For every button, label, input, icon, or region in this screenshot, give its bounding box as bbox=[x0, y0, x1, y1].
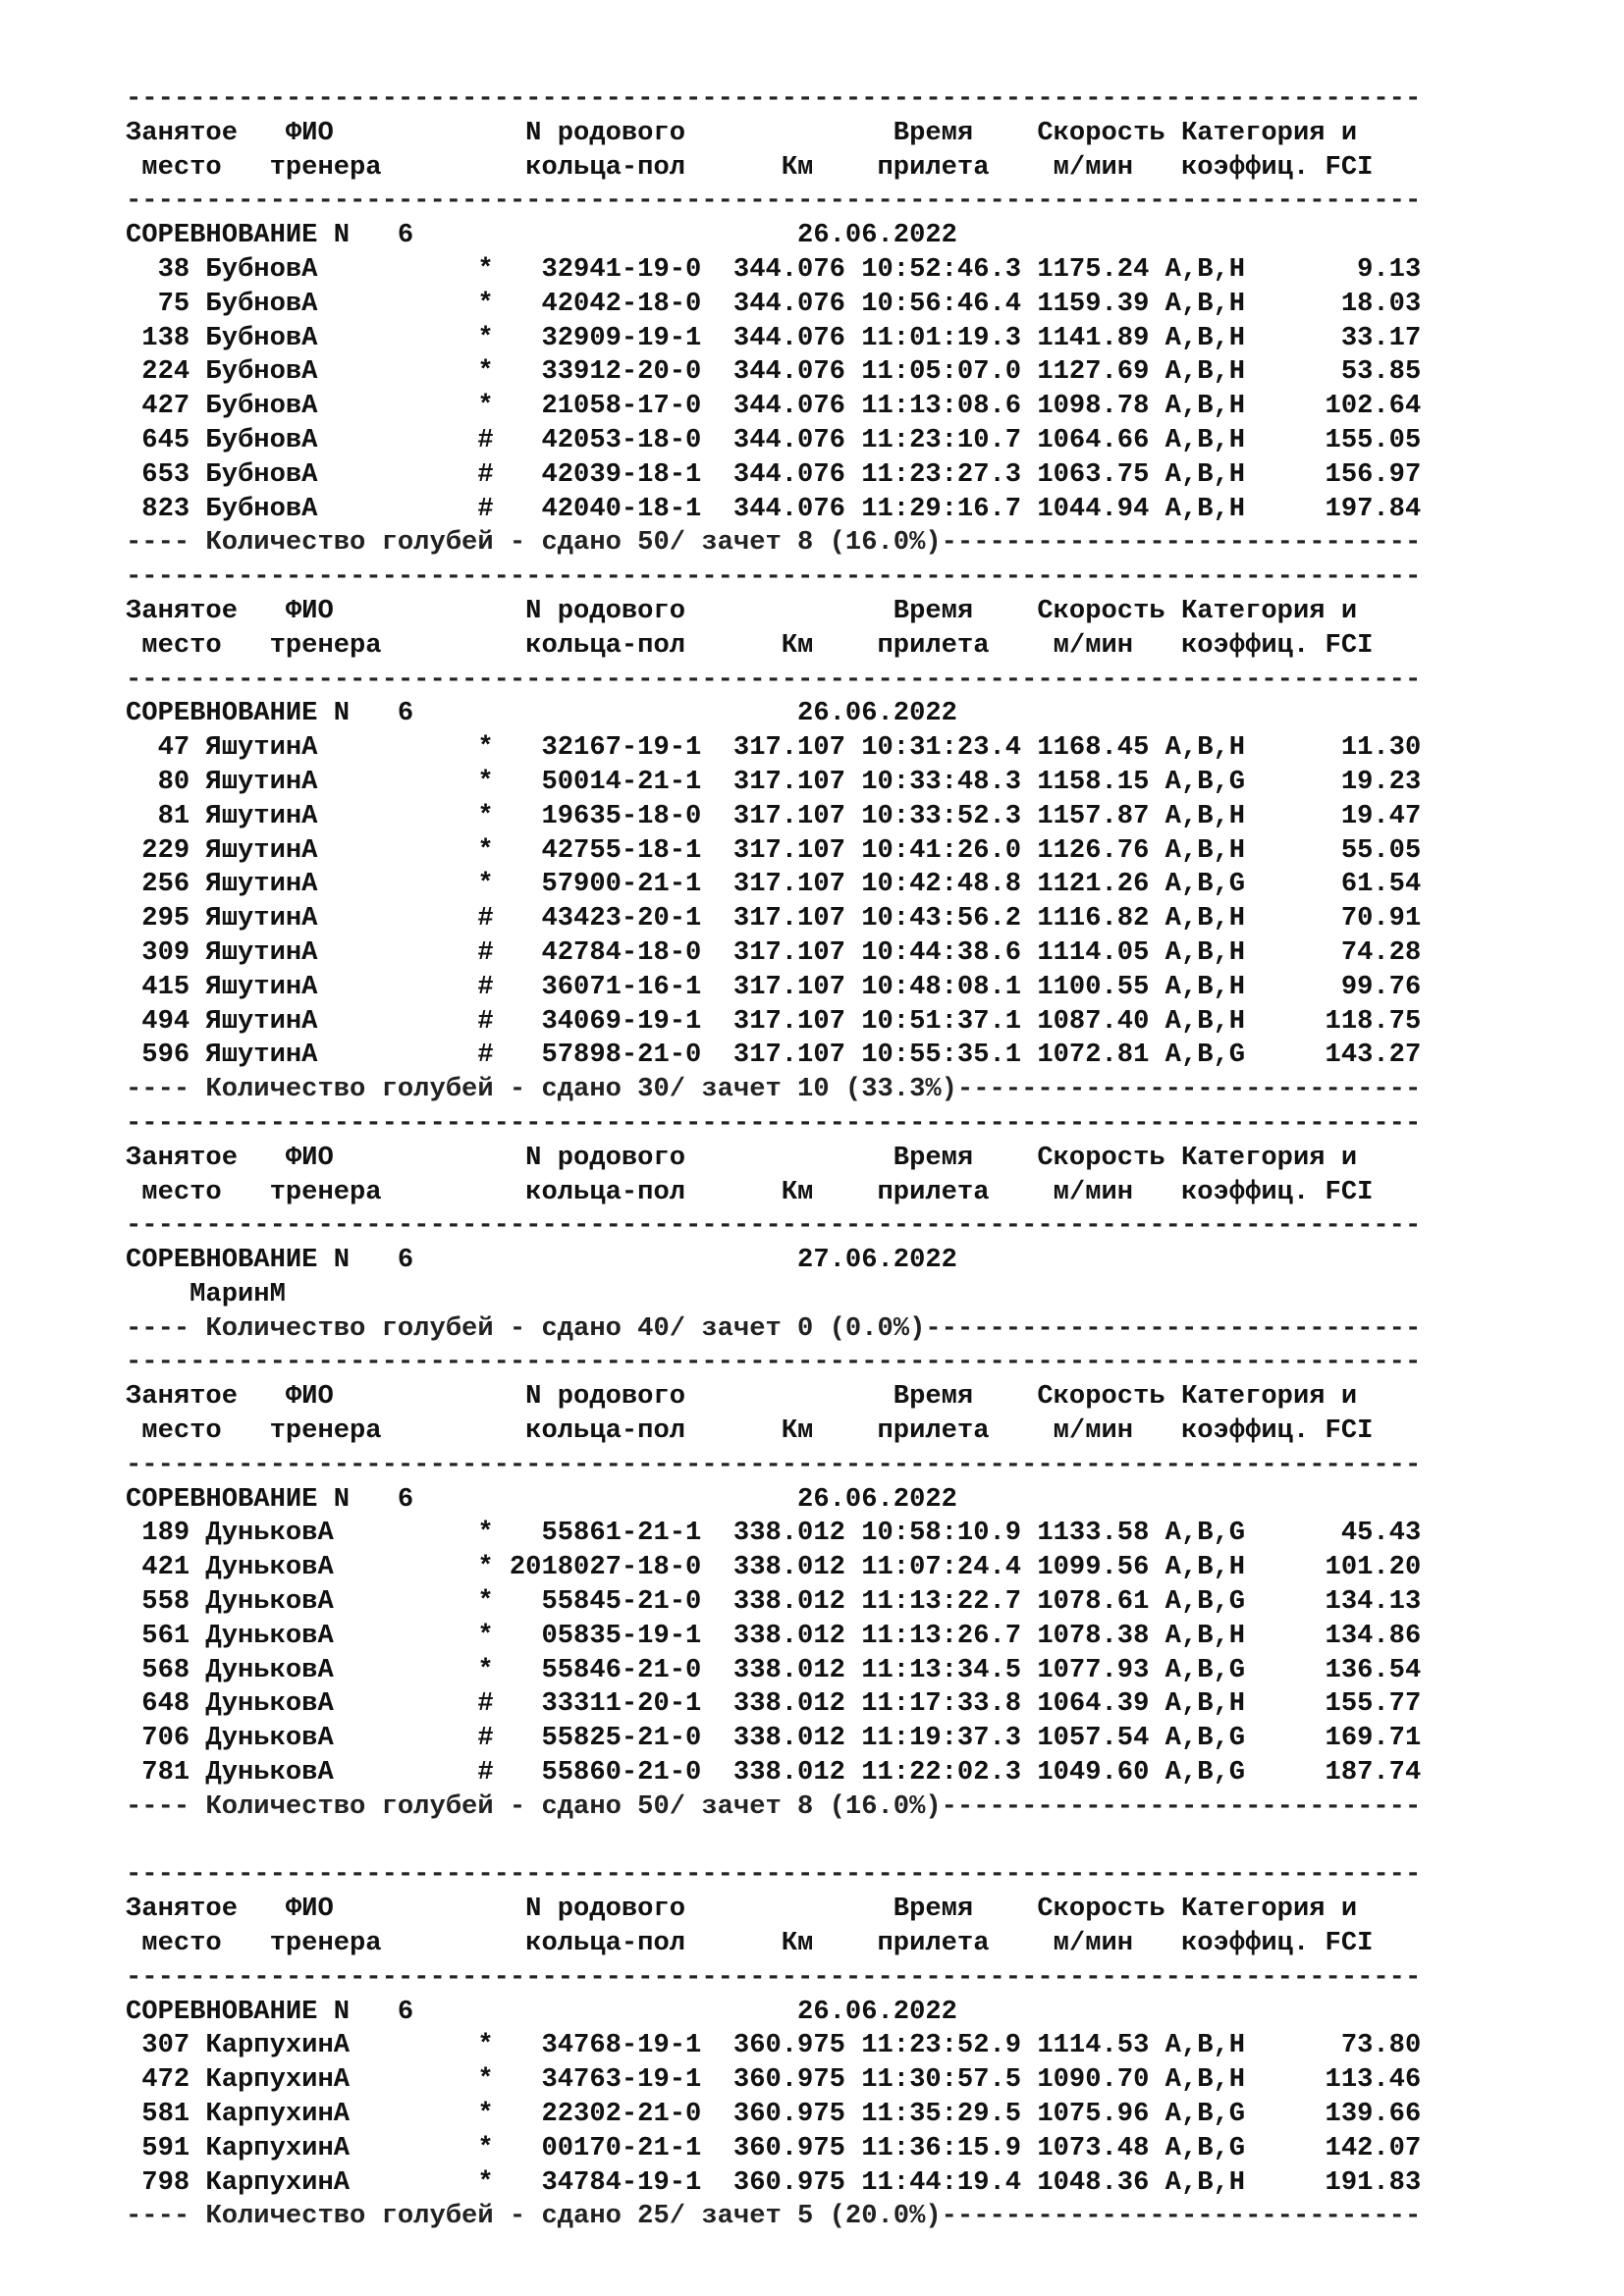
result-row: 229 ЯшутинА * 42755-18-1 317.107 10:41:26.0 1126.76 A,B,H 55.05 bbox=[126, 834, 1422, 866]
separator-line: --------------------------------------------------------------------------------- bbox=[126, 1107, 1422, 1139]
column-header-line-2: место тренера кольца-пол Км прилета м/мин коэффиц. FCI bbox=[126, 629, 1374, 661]
result-row: 581 КарпухинА * 22302-21-0 360.975 11:35:29.5 1075.96 A,B,G 139.66 bbox=[126, 2099, 1422, 2130]
section-title: СОРЕВНОВАНИЕ N 6 26.06.2022 bbox=[126, 698, 957, 729]
separator-line: --------------------------------------------------------------------------------- bbox=[126, 1347, 1422, 1378]
section-title: СОРЕВНОВАНИЕ N 6 27.06.2022 bbox=[126, 1245, 957, 1276]
column-header-line-1: Занятое ФИО N родового Время Скорость Категория и bbox=[126, 117, 1358, 148]
section-summary: ---- Количество голубей - сдано 30/ зачет 10 (33.3%)----------------------------- bbox=[126, 1074, 1422, 1105]
result-row: 494 ЯшутинА # 34069-19-1 317.107 10:51:37.1 1087.40 A,B,H 118.75 bbox=[126, 1005, 1422, 1037]
separator-line: --------------------------------------------------------------------------------- bbox=[126, 1859, 1422, 1891]
result-row: 75 БубновА * 42042-18-0 344.076 10:56:46.4 1159.39 A,B,H 18.03 bbox=[126, 288, 1422, 319]
section-title: СОРЕВНОВАНИЕ N 6 26.06.2022 bbox=[126, 220, 957, 251]
column-header-line-1: Занятое ФИО N родового Время Скорость Категория и bbox=[126, 595, 1358, 626]
result-row: 427 БубновА * 21058-17-0 344.076 11:13:08.6 1098.78 A,B,H 102.64 bbox=[126, 391, 1422, 422]
result-row: 421 ДуньковА * 2018027-18-0 338.012 11:07:24.4 1099.56 A,B,H 101.20 bbox=[126, 1552, 1422, 1583]
result-row: 561 ДуньковА * 05835-19-1 338.012 11:13:26.7 1078.38 A,B,H 134.86 bbox=[126, 1620, 1422, 1651]
result-row: 138 БубновА * 32909-19-1 344.076 11:01:19.3 1141.89 A,B,H 33.17 bbox=[126, 322, 1422, 353]
result-row: 81 ЯшутинА * 19635-18-0 317.107 10:33:52.3 1157.87 A,B,H 19.47 bbox=[126, 800, 1422, 831]
result-row: 189 ДуньковА * 55861-21-1 338.012 10:58:10.9 1133.58 A,B,G 45.43 bbox=[126, 1518, 1422, 1549]
column-header-line-2: место тренера кольца-пол Км прилета м/мин коэффиц. FCI bbox=[126, 1928, 1374, 1959]
result-row: 706 ДуньковА # 55825-21-0 338.012 11:19:37.3 1057.54 A,B,G 169.71 bbox=[126, 1723, 1422, 1754]
result-row: 224 БубновА * 33912-20-0 344.076 11:05:07.0 1127.69 A,B,H 53.85 bbox=[126, 356, 1422, 388]
result-row: 307 КарпухинА * 34768-19-1 360.975 11:23:52.9 1114.53 A,B,H 73.80 bbox=[126, 2030, 1422, 2061]
section-summary: ---- Количество голубей - сдано 50/ зачет 8 (16.0%)------------------------------ bbox=[126, 1790, 1422, 1822]
result-row: 653 БубновА # 42039-18-1 344.076 11:23:27.3 1063.75 A,B,H 156.97 bbox=[126, 458, 1422, 490]
result-row: 781 ДуньковА # 55860-21-0 338.012 11:22:02.3 1049.60 A,B,G 187.74 bbox=[126, 1757, 1422, 1789]
result-row: 558 ДуньковА * 55845-21-0 338.012 11:13:22.7 1078.61 A,B,G 134.13 bbox=[126, 1586, 1422, 1618]
section-title: СОРЕВНОВАНИЕ N 6 26.06.2022 bbox=[126, 1996, 957, 2027]
result-row: 309 ЯшутинА # 42784-18-0 317.107 10:44:38.6 1114.05 A,B,H 74.28 bbox=[126, 936, 1422, 968]
section-summary: ---- Количество голубей - сдано 25/ зачет 5 (20.0%)------------------------------ bbox=[126, 2201, 1422, 2232]
result-row: 256 ЯшутинА * 57900-21-1 317.107 10:42:48.8 1121.26 A,B,G 61.54 bbox=[126, 869, 1422, 900]
separator-line: --------------------------------------------------------------------------------- bbox=[126, 1961, 1422, 1993]
result-row: 568 ДуньковА * 55846-21-0 338.012 11:13:34.5 1077.93 A,B,G 136.54 bbox=[126, 1654, 1422, 1685]
column-header-line-2: место тренера кольца-пол Км прилета м/мин коэффиц. FCI bbox=[126, 1415, 1374, 1447]
result-row: 415 ЯшутинА # 36071-16-1 317.107 10:48:08.1 1100.55 A,B,H 99.76 bbox=[126, 971, 1422, 1002]
result-row: 648 ДуньковА # 33311-20-1 338.012 11:17:33.8 1064.39 A,B,H 155.77 bbox=[126, 1688, 1422, 1720]
section-title: СОРЕВНОВАНИЕ N 6 26.06.2022 bbox=[126, 1483, 957, 1515]
separator-line: --------------------------------------------------------------------------------- bbox=[126, 186, 1422, 217]
separator-line: --------------------------------------------------------------------------------- bbox=[126, 1449, 1422, 1480]
result-row: 80 ЯшутинА * 50014-21-1 317.107 10:33:48.3 1158.15 A,B,G 19.23 bbox=[126, 766, 1422, 797]
column-header-line-1: Занятое ФИО N родового Время Скорость Категория и bbox=[126, 1894, 1358, 1925]
column-header-line-1: Занятое ФИО N родового Время Скорость Категория и bbox=[126, 1381, 1358, 1413]
separator-line: --------------------------------------------------------------------------------- bbox=[126, 1210, 1422, 1242]
result-row: 295 ЯшутинА # 43423-20-1 317.107 10:43:56.2 1116.82 A,B,H 70.91 bbox=[126, 903, 1422, 934]
section-summary: ---- Количество голубей - сдано 40/ зачет 0 (0.0%)------------------------------- bbox=[126, 1312, 1422, 1344]
result-row: 47 ЯшутинА * 32167-19-1 317.107 10:31:23.4 1168.45 A,B,H 11.30 bbox=[126, 732, 1422, 764]
result-row: 645 БубновА # 42053-18-0 344.076 11:23:10.7 1064.66 A,B,H 155.05 bbox=[126, 424, 1422, 455]
separator-line: --------------------------------------------------------------------------------- bbox=[126, 83, 1422, 114]
result-row: 798 КарпухинА * 34784-19-1 360.975 11:44:19.4 1048.36 A,B,H 191.83 bbox=[126, 2166, 1422, 2198]
result-row: 472 КарпухинА * 34763-19-1 360.975 11:30:57.5 1090.70 A,B,H 113.46 bbox=[126, 2064, 1422, 2096]
result-row: 38 БубновА * 32941-19-0 344.076 10:52:46.3 1175.24 A,B,H 9.13 bbox=[126, 253, 1422, 285]
section-summary: ---- Количество голубей - сдано 50/ зачет 8 (16.0%)------------------------------ bbox=[126, 527, 1422, 559]
result-row: МаринМ bbox=[126, 1278, 286, 1309]
result-row: 823 БубновА # 42040-18-1 344.076 11:29:16.7 1044.94 A,B,H 197.84 bbox=[126, 493, 1422, 524]
column-header-line-2: место тренера кольца-пол Км прилета м/мин коэффиц. FCI bbox=[126, 1176, 1374, 1207]
separator-line: --------------------------------------------------------------------------------- bbox=[126, 664, 1422, 695]
column-header-line-1: Занятое ФИО N родового Время Скорость Категория и bbox=[126, 1142, 1358, 1173]
result-row: 591 КарпухинА * 00170-21-1 360.975 11:36:15.9 1073.48 A,B,G 142.07 bbox=[126, 2132, 1422, 2163]
column-header-line-2: место тренера кольца-пол Км прилета м/мин коэффиц. FCI bbox=[126, 151, 1374, 183]
separator-line: --------------------------------------------------------------------------------- bbox=[126, 561, 1422, 593]
blank-line bbox=[126, 1825, 1598, 1859]
results-report bbox=[126, 82, 1598, 2234]
result-row: 596 ЯшутинА # 57898-21-0 317.107 10:55:35.1 1072.81 A,B,G 143.27 bbox=[126, 1040, 1422, 1071]
